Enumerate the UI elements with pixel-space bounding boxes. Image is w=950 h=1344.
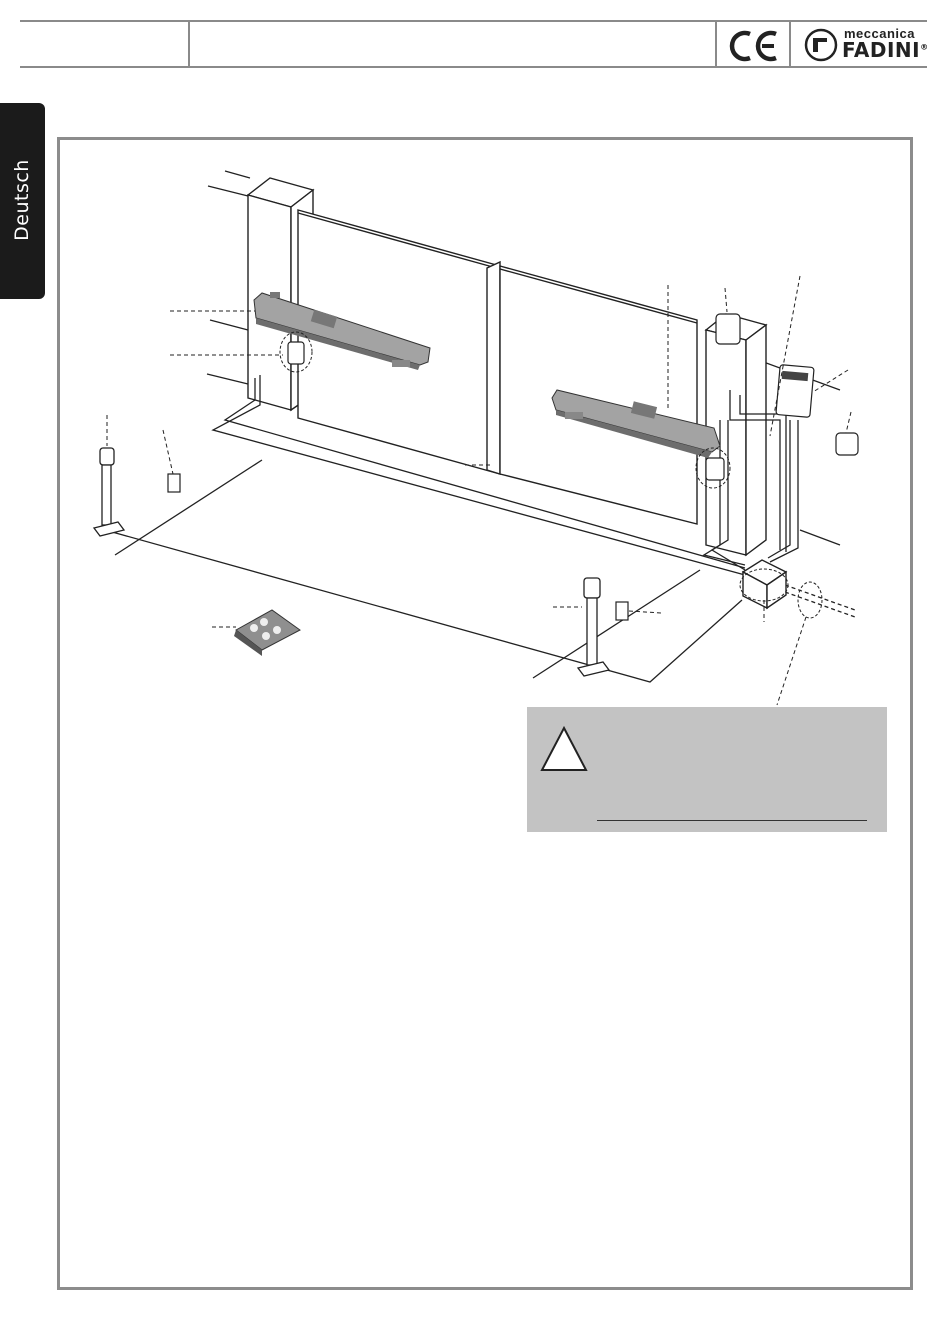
- center-post: [487, 262, 500, 474]
- warning-panel: [527, 707, 887, 832]
- photocell-left: [94, 448, 124, 536]
- warning-triangle-icon: [539, 725, 589, 773]
- brand-line-2: FADINI®: [842, 38, 929, 62]
- photocell-right: [578, 578, 609, 676]
- right-gate-leaf: [500, 266, 697, 524]
- warning-underline: [597, 820, 867, 821]
- remote-control: [234, 610, 300, 656]
- brand-line-1: meccanica: [844, 26, 915, 41]
- language-tab-label: Deutsch: [11, 159, 33, 241]
